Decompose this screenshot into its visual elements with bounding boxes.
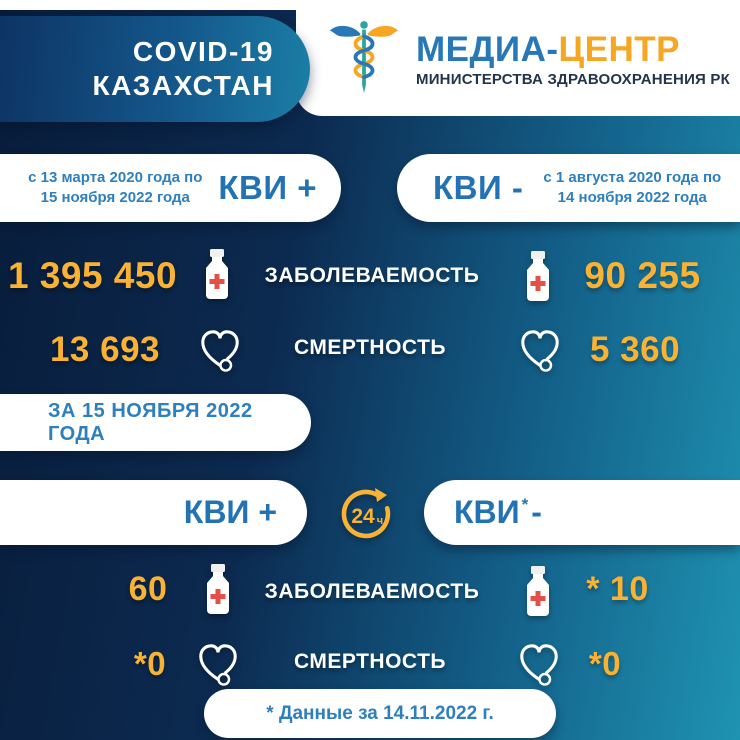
medicine-bottle-icon <box>523 565 553 617</box>
logo-title <box>416 32 730 67</box>
cumulative-cases-left-value: 1 395 450 <box>7 255 178 296</box>
covid-title-line2: КАЗАХСТАН <box>92 70 274 101</box>
logo-panel <box>296 0 740 116</box>
cumulative-cases-right-value: 90 255 <box>584 255 701 296</box>
heart-stethoscope-icon <box>196 640 240 688</box>
footnote-text: * Данные за 14.11.2022 г. <box>266 702 494 724</box>
daily-kvi-minus-asterisk: * <box>521 495 529 514</box>
kvi-plus-period-line1: с 13 марта 2020 года по <box>28 168 203 186</box>
logo-text <box>416 32 730 88</box>
kvi-plus-label: КВИ + <box>218 169 317 206</box>
kvi-plus-period-pill <box>0 154 341 222</box>
kvi-minus-label: КВИ - <box>433 169 524 206</box>
daily-kvi-plus-pill <box>0 480 307 545</box>
kvi-plus-period-line2: 15 ноября 2022 года <box>40 189 190 206</box>
daily-kvi-minus-sign: - <box>531 494 542 530</box>
clock-number: 24 <box>351 505 375 528</box>
daily-kvi-minus-pill <box>424 480 740 545</box>
logo-title-orange: ЦЕНТР <box>558 30 680 69</box>
heart-stethoscope-icon <box>518 326 562 374</box>
caduceus-icon <box>328 20 400 100</box>
heart-stethoscope-icon <box>198 326 242 374</box>
kvi-plus-period <box>28 168 202 209</box>
daily-deaths-label: СМЕРТНОСТЬ <box>293 650 446 673</box>
daily-cases-left-value: 60 <box>128 570 168 608</box>
daily-deaths-left-value: *0 <box>133 645 167 682</box>
logo-row <box>328 20 730 100</box>
logo-title-blue: МЕДИА- <box>416 30 559 69</box>
covid-title-line1: COVID-19 <box>132 36 274 68</box>
medicine-bottle-icon <box>203 563 233 615</box>
kvi-minus-period-line2: 14 ноября 2022 года <box>557 189 707 206</box>
24-hours-clock-icon <box>336 483 396 543</box>
cumulative-deaths-label: СМЕРТНОСТЬ <box>293 336 446 359</box>
medicine-bottle-icon <box>523 250 553 302</box>
daily-deaths-right-value: *0 <box>588 645 622 682</box>
daily-kvi-plus-label: КВИ + <box>183 494 277 530</box>
daily-cases-label: ЗАБОЛЕВАЕМОСТЬ <box>264 580 480 603</box>
cumulative-cases-label: ЗАБОЛЕВАЕМОСТЬ <box>264 264 480 287</box>
kvi-minus-period-pill <box>397 154 740 222</box>
heart-stethoscope-icon <box>517 640 561 688</box>
daily-date-text: ЗА 15 НОЯБРЯ 2022 ГОДА <box>48 399 253 445</box>
daily-kvi-minus-base: КВИ <box>454 494 520 530</box>
daily-date-banner <box>0 394 311 451</box>
logo-subtitle: МИНИСТЕРСТВА ЗДРАВООХРАНЕНИЯ РК <box>416 71 730 88</box>
daily-cases-right-value: * 10 <box>586 570 649 608</box>
covid-title-badge <box>0 16 310 122</box>
cumulative-deaths-left-value: 13 693 <box>49 330 161 369</box>
kvi-minus-period <box>543 168 721 209</box>
cumulative-deaths-right-value: 5 360 <box>589 330 681 369</box>
kvi-minus-period-line1: с 1 августа 2020 года по <box>543 168 722 186</box>
daily-kvi-minus-label <box>454 494 542 531</box>
footnote-pill <box>204 689 556 738</box>
clock-unit: ч <box>376 515 384 527</box>
medicine-bottle-icon <box>202 248 232 300</box>
